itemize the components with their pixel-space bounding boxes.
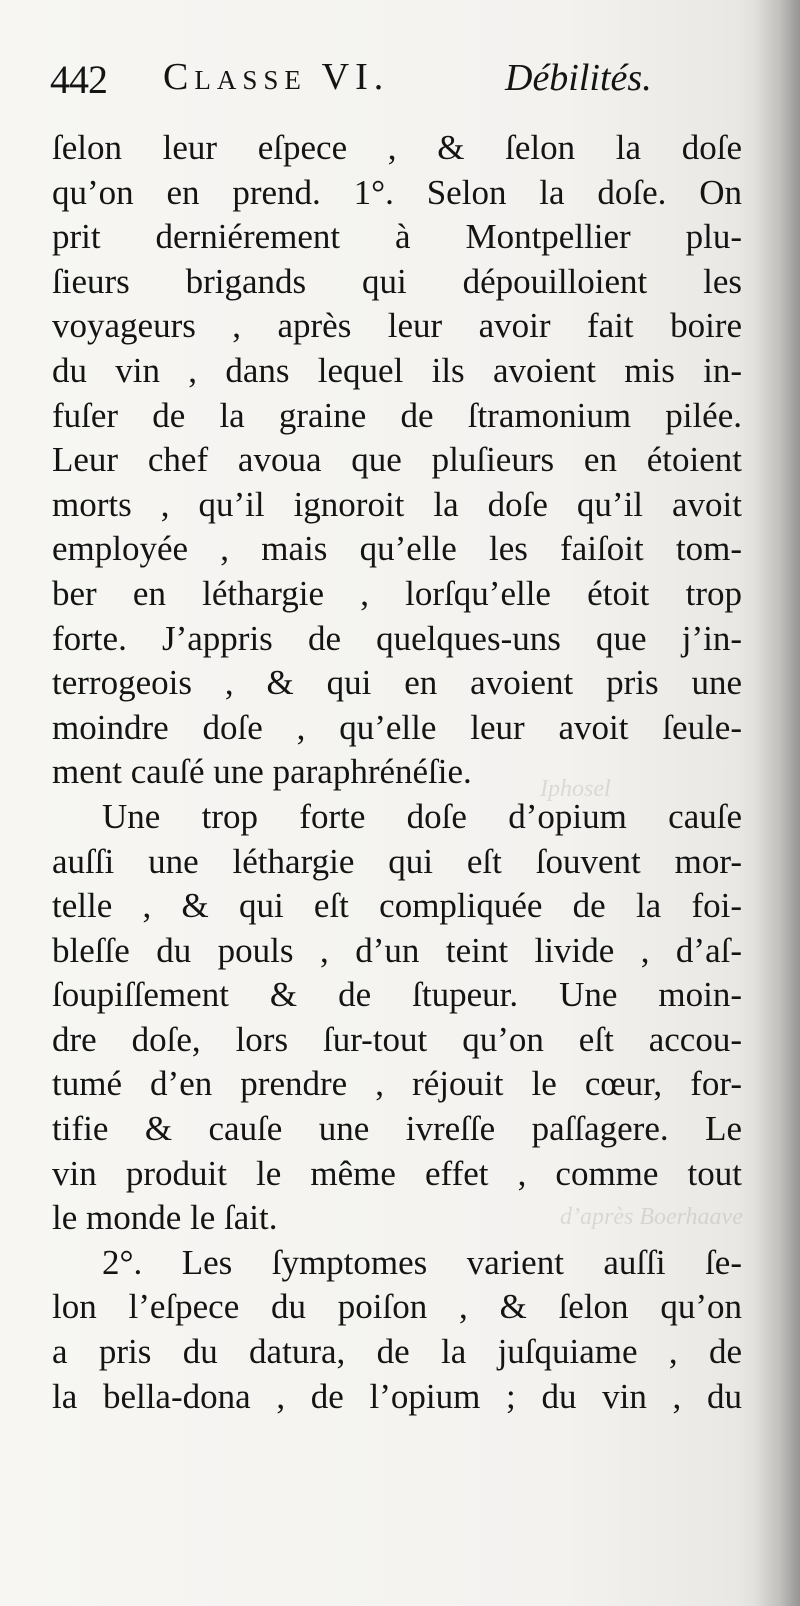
gutter-shadow: [754, 0, 800, 1606]
text-line: ſoupiſſement & de ſtupeur. Une moin-: [52, 975, 742, 1015]
text-line: forte. J’appris de quelques-uns que j’in-: [52, 618, 742, 658]
paragraph-start-line: 2°. Les ſymptomes varient auſſi ſe-: [102, 1242, 742, 1282]
text-line: morts , qu’il ignoroit la doſe qu’il avoit: [52, 484, 742, 524]
text-line: lon l’eſpece du poiſon , & ſelon qu’on: [52, 1287, 742, 1327]
text-line: voyageurs , après leur avoir fait boire: [52, 306, 742, 346]
text-line: ber en léthargie , lorſqu’elle étoit trop: [52, 573, 742, 613]
bleed-through-mark: Iphosel: [540, 776, 611, 802]
text-line: bleſſe du pouls , d’un teint livide , d’aſ-: [52, 930, 742, 970]
text-line: telle , & qui eſt compliquée de la foi-: [52, 886, 742, 926]
text-line: ment cauſé une paraphrénéſie.: [52, 752, 472, 792]
page-header: [50, 52, 750, 108]
running-subtitle: Débilités.: [505, 57, 652, 99]
text-line: dre doſe, lors ſur-tout qu’on eſt accou-: [52, 1019, 742, 1059]
text-line: la bella-dona , de l’opium ; du vin , du: [52, 1376, 742, 1416]
text-line: tumé d’en prendre , réjouit le cœur, for-: [52, 1064, 742, 1104]
text-line: terrogeois , & qui en avoient pris une: [52, 663, 742, 703]
text-line: le monde le ſait.: [52, 1198, 278, 1238]
text-line: tifie & cauſe une ivreſſe paſſagere. Le: [52, 1109, 742, 1149]
text-line: a pris du datura, de la juſquiame , de: [52, 1332, 742, 1372]
page-number: 442: [50, 57, 107, 102]
text-line: ſelon leur eſpece , & ſelon la doſe: [52, 128, 742, 167]
text-line: Leur chef avoua que pluſieurs en étoient: [52, 440, 742, 480]
text-line: auſſi une léthargie qui eſt ſouvent mor-: [52, 841, 742, 881]
text-line: moindre doſe , qu’elle leur avoit ſeule-: [52, 707, 742, 747]
body-text: [52, 126, 742, 1419]
paragraph-start-line: Une trop forte doſe d’opium cauſe: [102, 796, 742, 836]
text-line: prit derniérement à Montpellier plu-: [52, 217, 742, 257]
text-line: fuſer de la graine de ſtramonium pilée.: [52, 395, 742, 435]
text-line: employée , mais qu’elle les faiſoit tom-: [52, 529, 742, 569]
text-line: ſieurs brigands qui dépouilloient les: [52, 261, 742, 301]
text-line: du vin , dans lequel ils avoient mis in-: [52, 350, 742, 390]
text-line: qu’on en prend. 1°. Selon la doſe. On: [52, 172, 742, 212]
text-line: vin produit le même effet , comme tout: [52, 1153, 742, 1193]
running-title: Classe VI.: [163, 56, 390, 98]
bleed-through-mark: d’après Boerhaave: [560, 1204, 743, 1230]
